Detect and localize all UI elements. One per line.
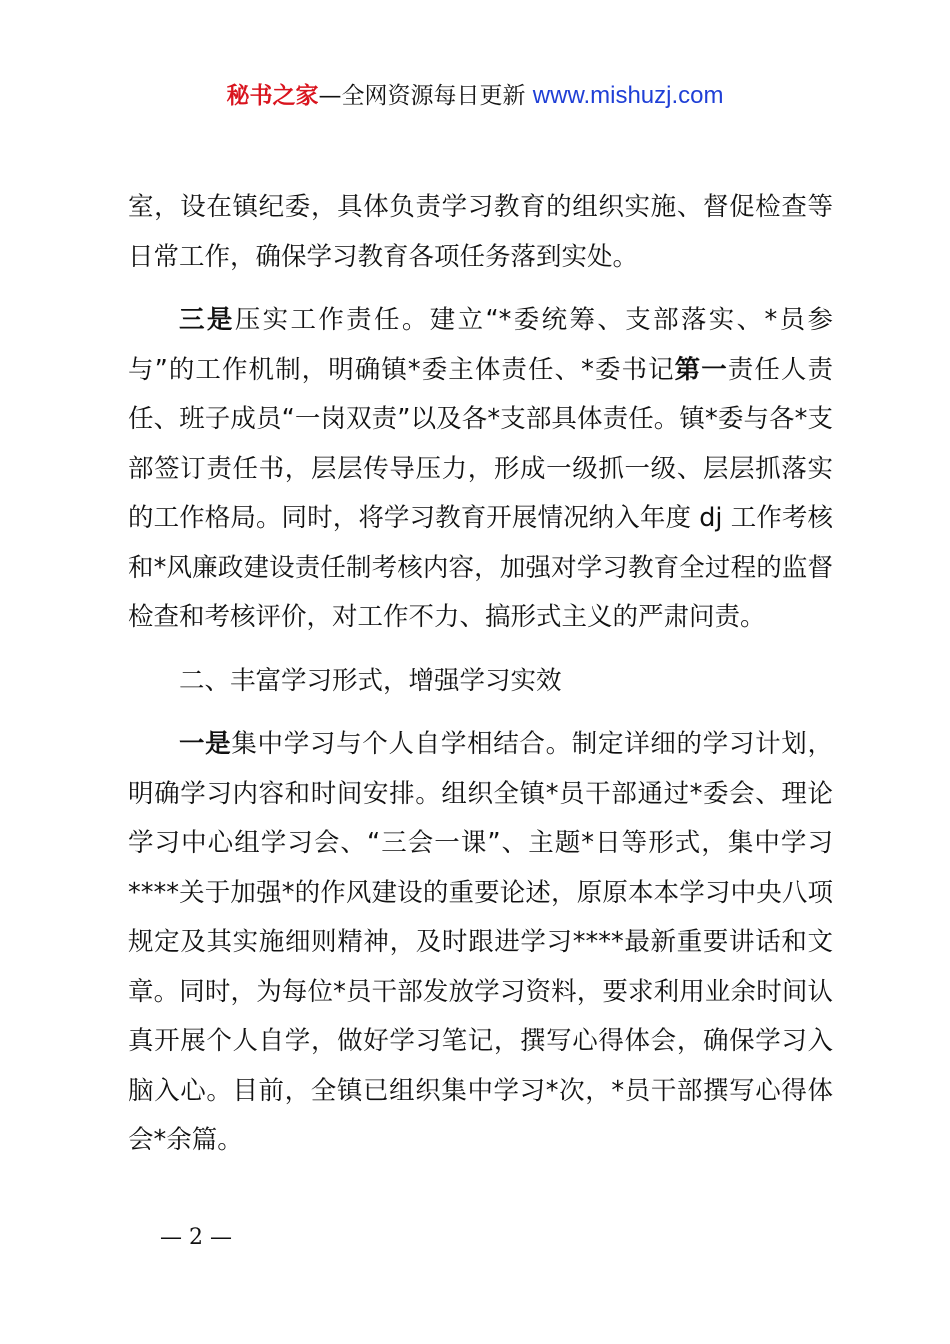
- document-body: [128, 183, 833, 1166]
- paragraph-text: 压实工作责任。建立“*委统筹、支部落实、*员参与”的工作机制，明确镇*委主体责任、*委书记: [128, 305, 833, 385]
- site-url-link[interactable]: www.mishuzj.com: [532, 82, 724, 109]
- header-tagline: —全网资源每日更新: [318, 83, 533, 109]
- paragraph-lead: 一是: [179, 729, 232, 759]
- paragraph-responsibility: [128, 296, 833, 643]
- paragraph-continued: 室，设在镇纪委，具体负责学习教育的组织实施、督促检查等日常工作，确保学习教育各项任务落到实处。: [128, 192, 833, 272]
- bold-text: 第一: [674, 354, 728, 385]
- paragraph-study: [128, 720, 833, 1166]
- brand-name: 秘书之家: [226, 83, 319, 109]
- paragraph-text: 集中学习与个人自学相结合。制定详细的学习计划，明确学习内容和时间安排。组织全镇*员干部通过*委会、理论学习中心组学习会、“三会一课”、主题*日等形式，集中学习****关于加强*的作风建设的重要论述，原原本本学习中央八项规定及其实施细则精神，及时跟进学习****最新重要讲话和文章。同时，为每位*员干部发放学习资料，要求利用业余时间认真开展个人自学，做好学习笔记，撰写心得体会，确保学习入脑入心。目前，全镇已组织集中学习*次，*员干部撰写心得体会*余篇。: [128, 729, 833, 1155]
- paragraph-text: 责任人责任、班子成员“一岗双责”以及各*支部具体责任。镇*委与各*支部签订责任书，层层传导压力，形成一级抓一级、层层抓落实的工作格局。同时，将学习教育开展情况纳入年度 dj 工作考核和*风廉政建设责任制考核内容，加强对学习教育全过程的监督检查和考核评价，对工作不力、搞形式主义的严肃问责。: [128, 354, 833, 632]
- section-heading: 二、丰富学习形式，增强学习实效: [179, 665, 562, 696]
- site-header: [0, 80, 950, 112]
- paragraph-lead: 三是: [179, 305, 235, 335]
- page-number: — 2 —: [160, 1225, 232, 1250]
